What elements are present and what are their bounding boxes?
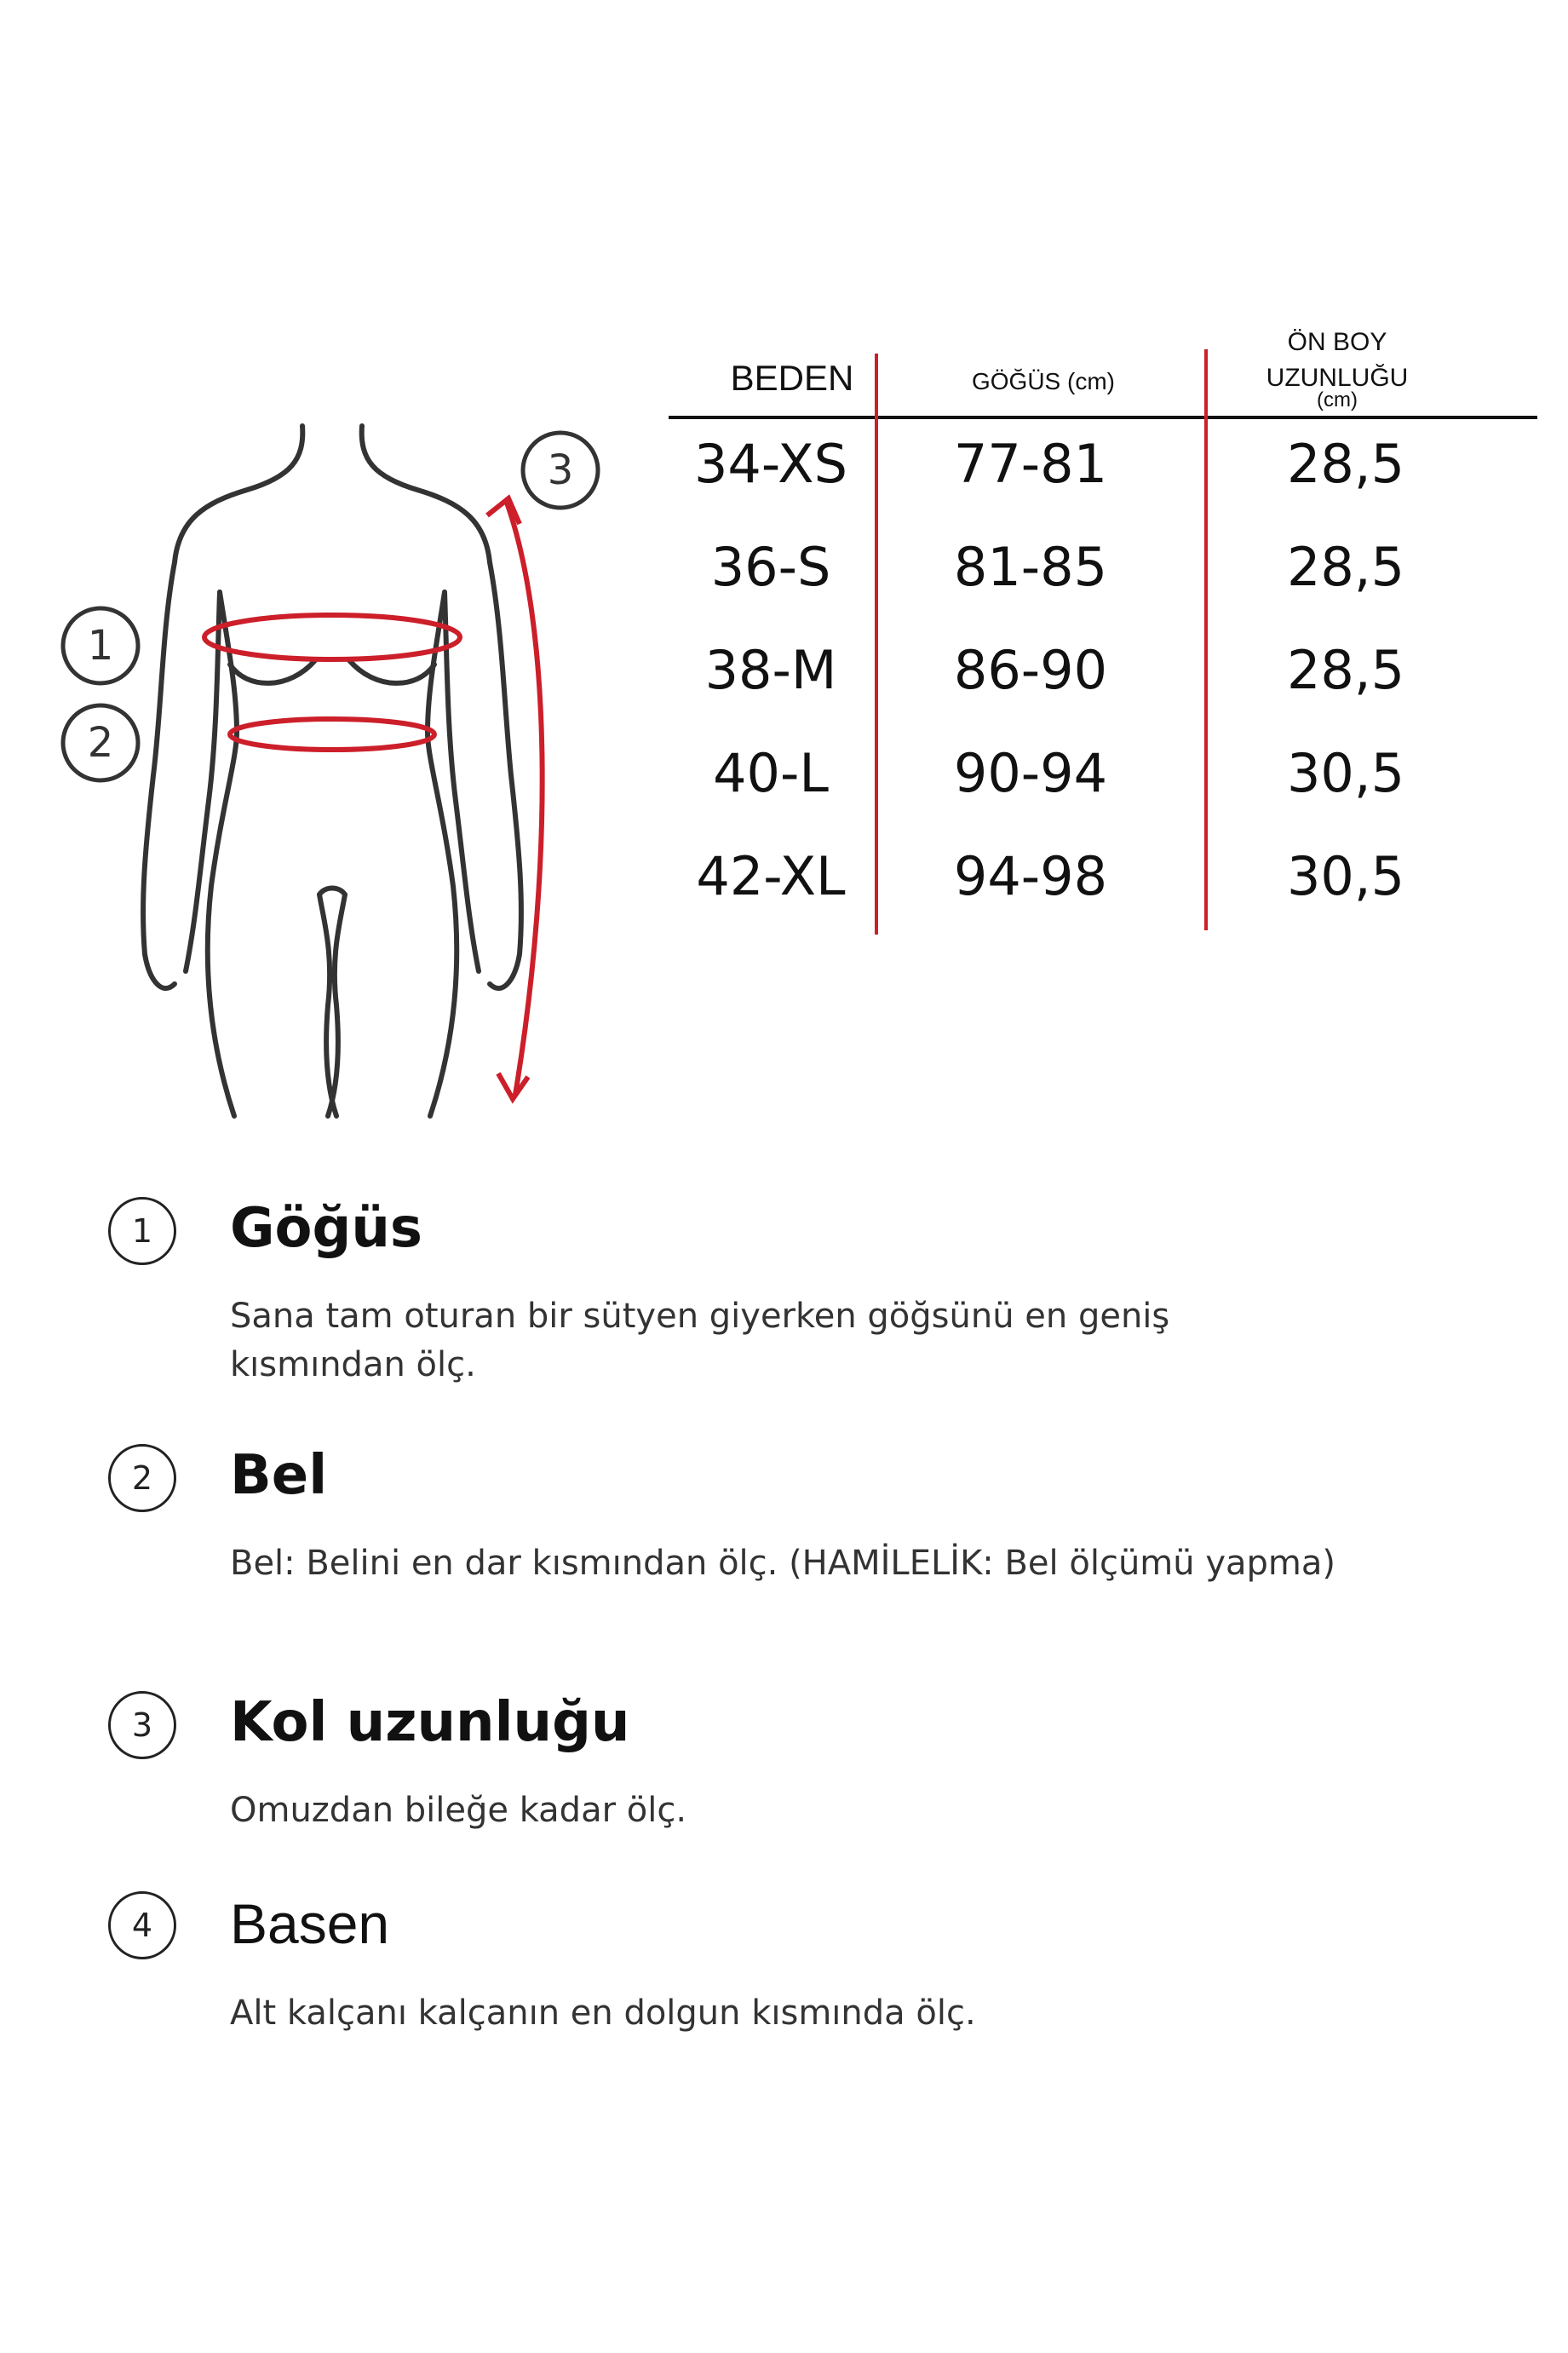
legend-title: Bel [230, 1444, 328, 1507]
cell-chest: 81-85 [953, 536, 1108, 598]
legend-description: Bel: Belini en dar kısmından ölç. (HAMİLELİK: Bel ölçümü yapma) [230, 1544, 1335, 1583]
body-outline [143, 426, 521, 1116]
cell-size: 40-L [713, 742, 829, 804]
legend-title: Basen [230, 1892, 390, 1955]
cell-length: 28,5 [1286, 639, 1405, 701]
header-size: BEDEN [730, 358, 854, 398]
header-length-line1: ÖN BOY [1287, 328, 1387, 356]
arrow-head-bottom [498, 1073, 528, 1099]
legend-number: 3 [108, 1691, 176, 1759]
cell-size: 34-XS [693, 433, 847, 495]
header-length-unit: (cm) [1317, 388, 1358, 411]
marker-2-label: 2 [87, 719, 114, 767]
cell-chest: 86-90 [953, 639, 1108, 701]
cell-size: 38-M [704, 639, 837, 701]
waist-measure-line [230, 719, 434, 750]
legend-description: Omuzdan bileğe kadar ölç. [230, 1791, 687, 1830]
marker-1-label: 1 [87, 622, 114, 670]
table-row [673, 731, 1525, 834]
legend-number: 1 [108, 1197, 176, 1265]
header-length-line2: UZUNLUĞU [1266, 364, 1409, 392]
chest-measure-line [204, 615, 460, 659]
table-body [673, 422, 1525, 937]
legend-description: Sana tam oturan bir sütyen giyerken göğsünü en geniş kısmından ölç. [230, 1297, 1170, 1384]
body-measurement-figure [34, 409, 647, 1125]
legend-title: Göğüs [230, 1197, 422, 1260]
cell-size: 42-XL [696, 845, 846, 907]
header-chest: GÖĞÜS (cm) [972, 368, 1115, 394]
table-row [673, 422, 1525, 525]
table-row [673, 628, 1525, 731]
marker-3-label: 3 [547, 446, 574, 494]
table-row [673, 525, 1525, 628]
cell-chest: 94-98 [953, 845, 1108, 907]
cell-size: 36-S [710, 536, 831, 598]
header-divider [669, 416, 1537, 419]
legend-number: 4 [108, 1891, 176, 1959]
cell-length: 28,5 [1286, 433, 1405, 495]
marker-3 [523, 433, 598, 508]
cell-chest: 90-94 [953, 742, 1108, 804]
cell-chest: 77-81 [953, 433, 1108, 495]
cell-length: 30,5 [1286, 845, 1405, 907]
marker-1 [63, 608, 138, 683]
legend-description: Alt kalçanı kalçanın en dolgun kısmında ölç. [230, 1993, 976, 2033]
legend-number: 2 [108, 1444, 176, 1512]
table-row [673, 834, 1525, 937]
cell-length: 28,5 [1286, 536, 1405, 598]
cell-length: 30,5 [1286, 742, 1405, 804]
legend-title: Kol uzunluğu [230, 1691, 630, 1754]
marker-2 [63, 705, 138, 780]
